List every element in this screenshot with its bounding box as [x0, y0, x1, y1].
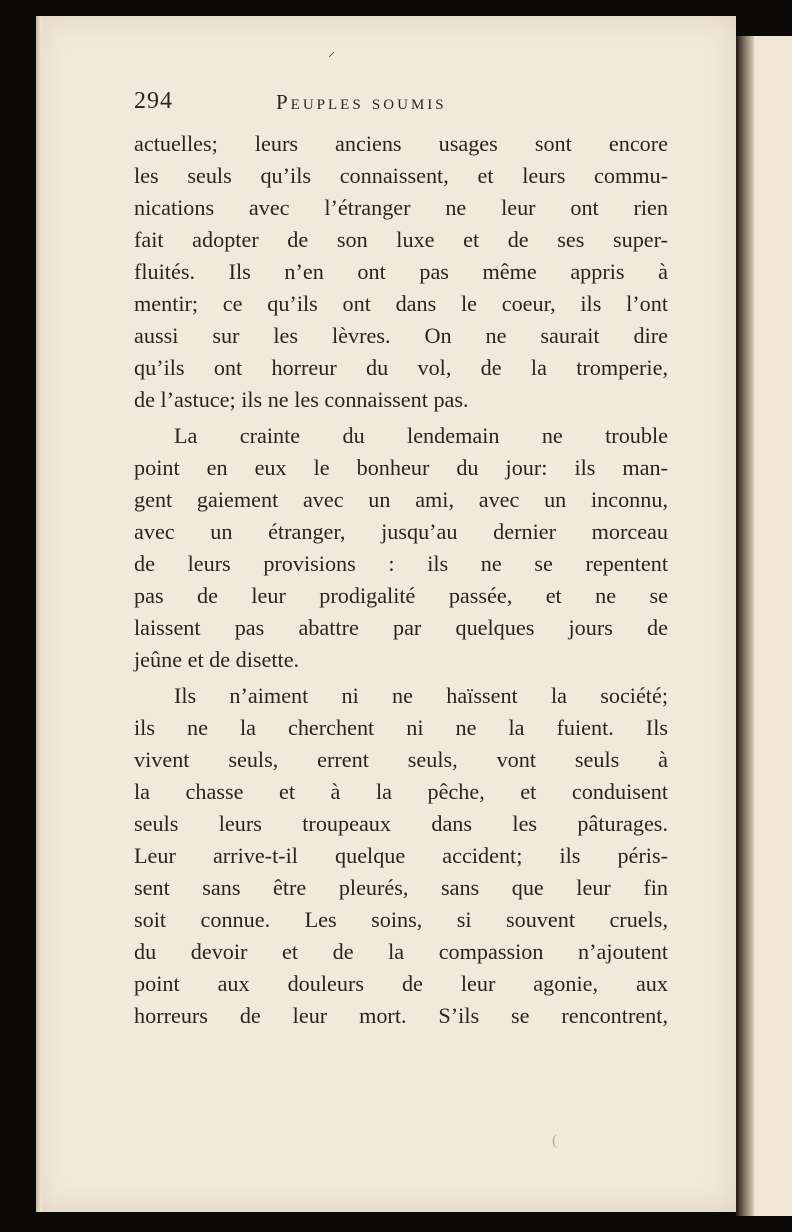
text-line: pas de leur prodigalité passée, et ne se	[134, 583, 668, 608]
text-line: gent gaiement avec un ami, avec un inconnu,	[134, 487, 668, 512]
text-line: fait adopter de son luxe et de ses super-	[134, 227, 668, 252]
paper-blemish: (	[552, 1132, 558, 1149]
text-line: Ils n’aiment ni ne haïssent la société;	[174, 683, 668, 708]
body-text	[134, 128, 668, 1032]
page-header	[134, 88, 574, 118]
paragraph-1	[134, 128, 668, 416]
text-line: avec un étranger, jusqu’au dernier morceau	[134, 519, 668, 544]
ink-mark: ⸝	[328, 45, 335, 60]
text-line: ils ne la cherchent ni ne la fuient. Ils	[134, 715, 668, 740]
text-line: qu’ils ont horreur du vol, de la tromperie,	[134, 355, 668, 380]
text-line: vivent seuls, errent seuls, vont seuls à	[134, 747, 668, 772]
text-line: laissent pas abattre par quelques jours de	[134, 615, 668, 640]
text-line: actuelles; leurs anciens usages sont encore	[134, 131, 668, 156]
text-line: les seuls qu’ils connaissent, et leurs commu-	[134, 163, 668, 188]
text-line: nications avec l’étranger ne leur ont rien	[134, 195, 668, 220]
text-line: La crainte du lendemain ne trouble	[174, 423, 668, 448]
text-line: mentir; ce qu’ils ont dans le coeur, ils l’ont	[134, 291, 668, 316]
text-line: sent sans être pleurés, sans que leur fin	[134, 875, 668, 900]
paragraph-3	[134, 680, 668, 1032]
text-line: la chasse et à la pêche, et conduisent	[134, 779, 668, 804]
text-line: soit connue. Les soins, si souvent cruels,	[134, 907, 668, 932]
text-line: du devoir et de la compassion n’ajoutent	[134, 939, 668, 964]
text-line: fluités. Ils n’en ont pas même appris à	[134, 259, 668, 284]
text-line: jeûne et de disette.	[134, 647, 300, 672]
text-line: point aux douleurs de leur agonie, aux	[134, 971, 668, 996]
running-head: Peuples soumis	[276, 90, 447, 114]
text-line: point en eux le bonheur du jour: ils man-	[134, 455, 668, 480]
text-line: aussi sur les lèvres. On ne saurait dire	[134, 323, 668, 348]
text-line: seuls leurs troupeaux dans les pâturages.	[134, 811, 668, 836]
text-line: Leur arrive-t-il quelque accident; ils péris-	[134, 843, 668, 868]
text-line: de leurs provisions : ils ne se repentent	[134, 551, 668, 576]
text-line: horreurs de leur mort. S’ils se rencontrent,	[134, 1003, 668, 1028]
page-left-edge	[36, 16, 42, 1212]
page-number: 294	[134, 88, 173, 114]
book-gutter-shadow	[738, 36, 754, 1216]
text-line: de l’astuce; ils ne les connaissent pas.	[134, 387, 469, 412]
paragraph-2	[134, 420, 668, 676]
